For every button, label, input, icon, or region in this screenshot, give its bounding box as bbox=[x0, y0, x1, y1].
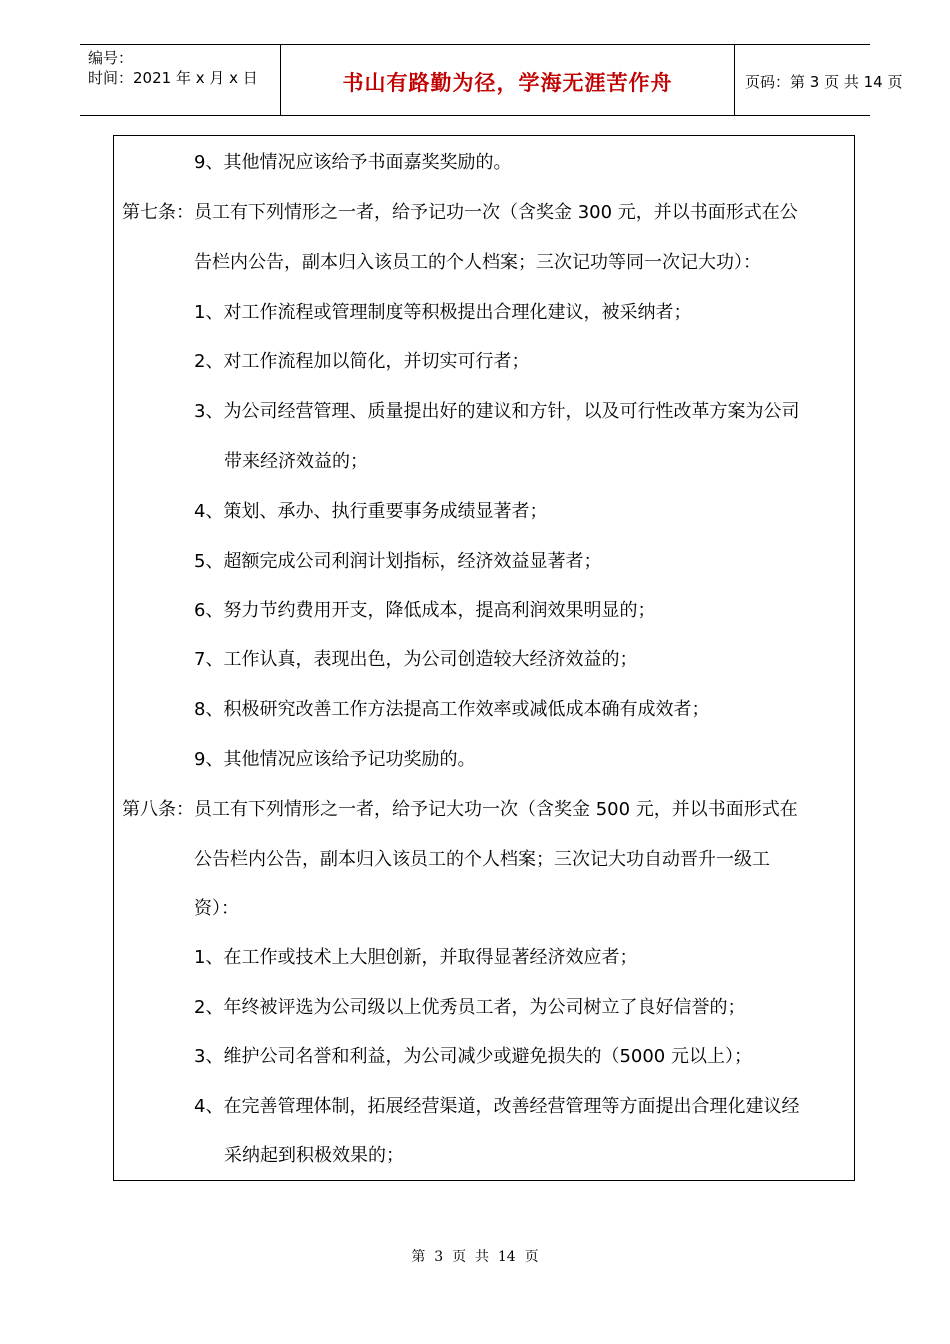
text-line: 采纳起到积极效果的； bbox=[224, 1145, 404, 1166]
page-footer: 第 3 页 共 14 页 bbox=[411, 1249, 539, 1265]
list-item: 4、策划、承办、执行重要事务成绩显著者； bbox=[194, 501, 548, 522]
list-item: 7、工作认真，表现出色，为公司创造较大经济效益的； bbox=[194, 649, 638, 670]
list-item: 2、对工作流程加以简化，并切实可行者； bbox=[194, 351, 530, 372]
list-item: 6、努力节约费用开支，降低成本，提高利润效果明显的； bbox=[194, 600, 656, 621]
document-date: 时间：2021 年 x 月 x 日 bbox=[88, 69, 258, 87]
header-motto-cell bbox=[280, 45, 735, 115]
header-page-code: 页码：第 3 页 共 14 页 bbox=[745, 73, 903, 91]
text-line: 9、其他情况应该给予书面嘉奖奖励的。 bbox=[194, 152, 512, 173]
page-header bbox=[80, 44, 903, 116]
list-item: 2、年终被评选为公司级以上优秀员工者，为公司树立了良好信誉的； bbox=[194, 997, 746, 1018]
list-item: 1、在工作或技术上大胆创新，并取得显著经济效应者； bbox=[194, 947, 638, 968]
text-line: 告栏内公告，副本归入该员工的个人档案；三次记功等同一次记大功）： bbox=[194, 252, 761, 273]
list-item: 4、在完善管理体制，拓展经营渠道，改善经营管理等方面提出合理化建议经 bbox=[194, 1096, 800, 1117]
list-item: 9、其他情况应该给予记功奖励的。 bbox=[194, 749, 476, 770]
article-7-heading: 第七条：员工有下列情形之一者，给予记功一次（含奖金 300 元，并以书面形式在公 bbox=[122, 202, 798, 223]
article-8-heading: 第八条：员工有下列情形之一者，给予记大功一次（含奖金 500 元，并以书面形式在 bbox=[122, 799, 798, 820]
text-line: 带来经济效益的； bbox=[224, 451, 368, 472]
text-line: 资）： bbox=[194, 898, 239, 919]
document-number: 编号： bbox=[88, 49, 134, 67]
content-box bbox=[113, 135, 855, 1181]
list-item: 3、为公司经营管理、质量提出好的建议和方针，以及可行性改革方案为公司 bbox=[194, 401, 800, 422]
header-page-cell bbox=[735, 45, 903, 115]
list-item: 5、超额完成公司利润计划指标，经济效益显著者； bbox=[194, 551, 602, 572]
list-item: 8、积极研究改善工作方法提高工作效率或减低成本确有成效者； bbox=[194, 699, 710, 720]
list-item: 3、维护公司名誉和利益，为公司减少或避免损失的（5000 元以上）； bbox=[194, 1046, 752, 1067]
header-info-cell bbox=[80, 45, 280, 115]
header-motto: 书山有路勤为径，学海无涯苦作舟 bbox=[342, 71, 673, 95]
text-line: 公告栏内公告，副本归入该员工的个人档案；三次记大功自动晋升一级工 bbox=[194, 849, 770, 870]
list-item: 1、对工作流程或管理制度等积极提出合理化建议，被采纳者； bbox=[194, 302, 692, 323]
